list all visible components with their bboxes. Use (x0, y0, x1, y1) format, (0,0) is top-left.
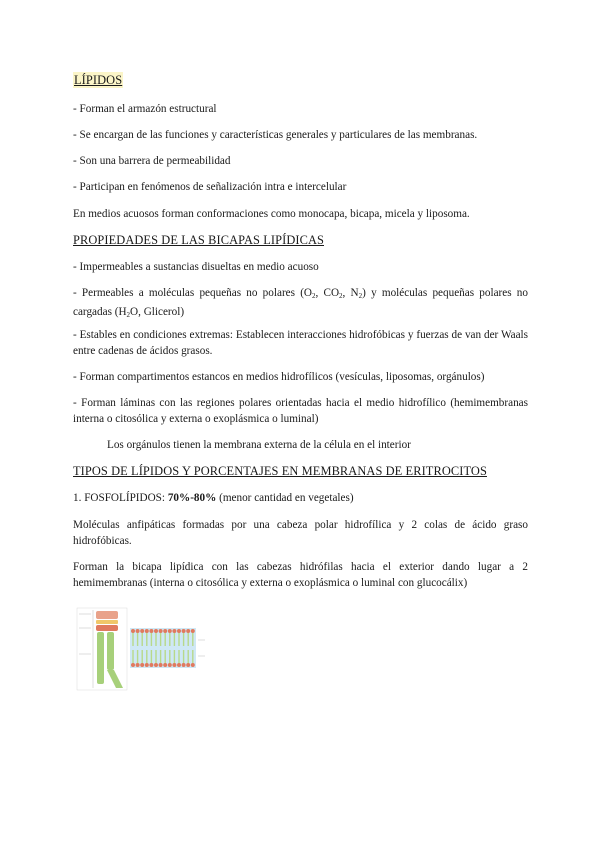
lipid-head (191, 629, 195, 633)
lipid-head (154, 663, 158, 667)
lipid-head (149, 629, 153, 633)
prop-permeables-text-a: - Permeables a moléculas pequeñas no polares (O (73, 287, 312, 299)
lipid-bilayer-diagram (130, 628, 205, 668)
lipid-head (163, 629, 167, 633)
prop-permeables-text-e: O, Glicerol) (130, 306, 185, 318)
lipidos-item-4: - Participan en fenómenos de señalización intra e intercelular (73, 181, 347, 193)
lipid-head (131, 629, 135, 633)
phospholipid-figure (73, 604, 223, 692)
lipid-head (186, 663, 190, 667)
subscript: 2 (339, 292, 343, 300)
lipid-head (159, 629, 163, 633)
prop-impermeables: - Impermeables a sustancias disueltas en medio acuoso (73, 261, 319, 273)
lipid-head (168, 629, 172, 633)
lipid-head (172, 629, 176, 633)
prop-permeables-text-d: ) y moléculas pequeñas polares no cargadas (H (73, 287, 528, 318)
lipid-head (149, 663, 153, 667)
lipid-head (136, 663, 140, 667)
phospholipid-molecule-diagram (77, 608, 127, 690)
lipid-head (177, 663, 181, 667)
lipid-head (154, 629, 158, 633)
lipidos-item-1: - Forman el armazón estructural (73, 103, 217, 115)
lipid-head (145, 629, 149, 633)
heading-tipos: TIPOS DE LÍPIDOS Y PORCENTAJES EN MEMBRANAS DE ERITROCITOS (73, 464, 487, 478)
subscript: 2 (312, 292, 316, 300)
prop-compartimentos: - Forman compartimentos estancos en medios hidrofílicos (vesículas, liposomas, orgánulos) (73, 371, 485, 383)
lipid-head (191, 663, 195, 667)
lipid-head (172, 663, 176, 667)
heading-lipidos-row (73, 72, 528, 89)
lipid-head (182, 629, 186, 633)
prop-permeables-text-b: , CO (315, 287, 340, 299)
heading-propiedades: PROPIEDADES DE LAS BICAPAS LIPÍDICAS (73, 233, 324, 247)
prop-permeables-text-c: , N (342, 287, 359, 299)
subscript: 2 (358, 292, 363, 300)
prop-estables: - Estables en condiciones extremas: Establecen interacciones hidrofóbicas y fuerzas de van der Waals entre cadenas de ácidos grasos. (73, 329, 528, 357)
lipid-head (182, 663, 186, 667)
fosfolipidos-label: 1. FOSFOLÍPIDOS: (73, 492, 168, 504)
forman-bicapa: Forman la bicapa lipídica con las cabezas hidrófilas hacia el exterior dando lugar a 2 hemimembranas (interna o citosólica y externa o exoplásmica o luminal con glucocálix) (73, 561, 528, 589)
heading-lipidos: LÍPIDOS (74, 73, 123, 87)
lipid-head (186, 629, 190, 633)
moleculas-anfipaticas: Moléculas anfipáticas formadas por una cabeza polar hidrofílica y 2 colas de ácido graso hidrofóbicas. (73, 519, 528, 547)
lipid-head (145, 663, 149, 667)
medios-acuosos-text: En medios acuosos forman conformaciones como monocapa, bicapa, micela y liposoma. (73, 208, 470, 220)
lipidos-item-3: - Son una barrera de permeabilidad (73, 155, 231, 167)
lipid-head (140, 663, 144, 667)
lipid-head (131, 663, 135, 667)
prop-permeables (73, 285, 528, 323)
lipid-head (159, 663, 163, 667)
subscript: 2 (126, 311, 131, 319)
fosfolipidos-percentage: 70%-80% (167, 492, 217, 504)
lipid-head (140, 629, 144, 633)
lipidos-item-2: - Se encargan de las funciones y características generales y particulares de las membranas. (73, 129, 478, 141)
lipid-head (163, 663, 167, 667)
fosfolipidos-note: (menor cantidad en vegetales) (216, 492, 354, 504)
fosfolipidos-heading (73, 490, 528, 506)
lipid-head (168, 663, 172, 667)
lipid-head (136, 629, 140, 633)
lipid-head (177, 629, 181, 633)
prop-laminas: - Forman láminas con las regiones polares orientadas hacia el medio hidrofílico (hemimembranas interna o citosólica y externa o exoplásmica o luminal) (73, 397, 528, 425)
nota-organulos: Los orgánulos tienen la membrana externa de la célula en el interior (107, 439, 411, 451)
